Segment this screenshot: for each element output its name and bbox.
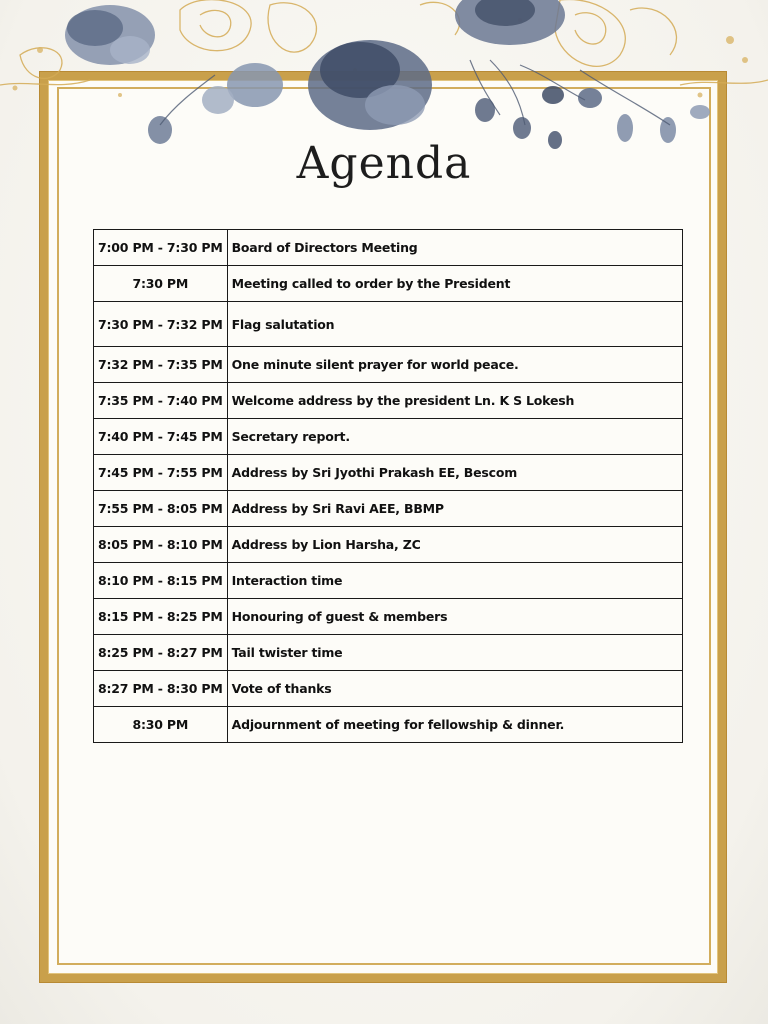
agenda-item: Flag salutation bbox=[227, 302, 682, 347]
table-row bbox=[94, 563, 683, 599]
table-row bbox=[94, 599, 683, 635]
agenda-item: Address by Lion Harsha, ZC bbox=[227, 527, 682, 563]
agenda-item: Secretary report. bbox=[227, 419, 682, 455]
agenda-item: Board of Directors Meeting bbox=[227, 230, 682, 266]
agenda-table bbox=[93, 229, 683, 743]
table-row bbox=[94, 455, 683, 491]
agenda-item: Address by Sri Ravi AEE, BBMP bbox=[227, 491, 682, 527]
agenda-item: Address by Sri Jyothi Prakash EE, Bescom bbox=[227, 455, 682, 491]
table-row bbox=[94, 383, 683, 419]
table-row bbox=[94, 707, 683, 743]
agenda-time: 7:35 PM - 7:40 PM bbox=[94, 383, 228, 419]
table-row bbox=[94, 347, 683, 383]
agenda-item: Meeting called to order by the President bbox=[227, 266, 682, 302]
table-row bbox=[94, 671, 683, 707]
agenda-item: One minute silent prayer for world peace. bbox=[227, 347, 682, 383]
agenda-time: 8:05 PM - 8:10 PM bbox=[94, 527, 228, 563]
agenda-time: 7:30 PM bbox=[94, 266, 228, 302]
agenda-time: 8:15 PM - 8:25 PM bbox=[94, 599, 228, 635]
floral-decoration bbox=[0, 0, 768, 160]
agenda-time: 8:10 PM - 8:15 PM bbox=[94, 563, 228, 599]
table-row bbox=[94, 302, 683, 347]
agenda-time: 7:45 PM - 7:55 PM bbox=[94, 455, 228, 491]
agenda-time: 7:40 PM - 7:45 PM bbox=[94, 419, 228, 455]
table-row bbox=[94, 230, 683, 266]
table-row bbox=[94, 266, 683, 302]
agenda-time: 7:55 PM - 8:05 PM bbox=[94, 491, 228, 527]
table-row bbox=[94, 635, 683, 671]
agenda-time: 8:27 PM - 8:30 PM bbox=[94, 671, 228, 707]
agenda-time: 8:25 PM - 8:27 PM bbox=[94, 635, 228, 671]
page-title: Agenda bbox=[296, 138, 472, 189]
table-row bbox=[94, 419, 683, 455]
agenda-item: Vote of thanks bbox=[227, 671, 682, 707]
table-row bbox=[94, 491, 683, 527]
agenda-item: Tail twister time bbox=[227, 635, 682, 671]
agenda-item: Welcome address by the president Ln. K S Lokesh bbox=[227, 383, 682, 419]
agenda-item: Honouring of guest & members bbox=[227, 599, 682, 635]
agenda-time: 7:30 PM - 7:32 PM bbox=[94, 302, 228, 347]
agenda-time: 7:00 PM - 7:30 PM bbox=[94, 230, 228, 266]
table-row bbox=[94, 527, 683, 563]
agenda-time: 8:30 PM bbox=[94, 707, 228, 743]
agenda-item: Adjournment of meeting for fellowship & dinner. bbox=[227, 707, 682, 743]
agenda-time: 7:32 PM - 7:35 PM bbox=[94, 347, 228, 383]
agenda-item: Interaction time bbox=[227, 563, 682, 599]
